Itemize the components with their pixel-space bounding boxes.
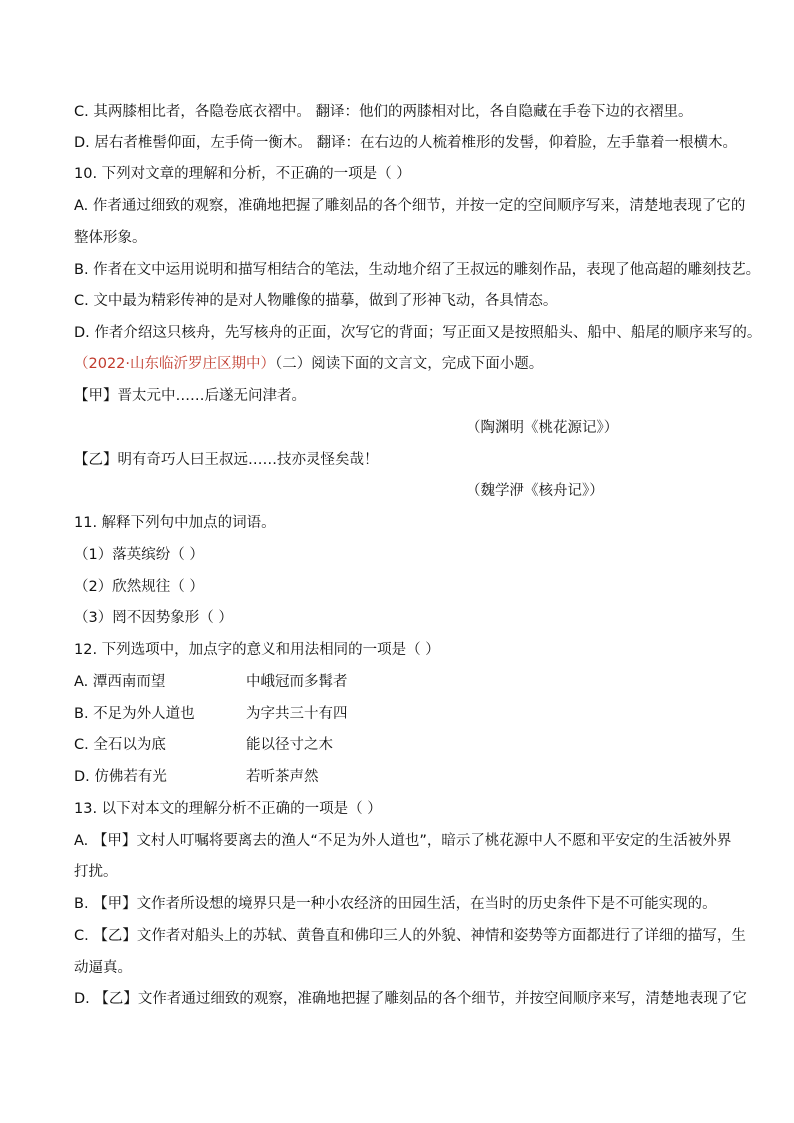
q13-option-c: C. 【乙】文作者对船头上的苏轼、黄鲁直和佛印三人的外貌、神情和姿势等方面都进行了详细的描写，生 <box>74 928 746 944</box>
q11-item-2: （2）欣然规往（ ） <box>74 579 204 595</box>
q13-option-c-cont: 动逼真。 <box>74 960 132 976</box>
q10-option-d: D. 作者介绍这只核舟，先写核舟的正面，次写它的背面；写正面又是按照船头、船中、船尾的顺序来写的。 <box>74 325 762 341</box>
passage-jia: 【甲】晋太元中……后遂无问津者。 <box>74 388 306 404</box>
question-13: 13. 以下对本文的理解分析不正确的一项是（ ） <box>74 801 382 817</box>
q12-option-b-left: B. 不足为外人道也 <box>74 706 195 722</box>
q12-option-a <box>74 672 734 692</box>
q12-option-d-left: D. 仿佛若有光 <box>74 769 167 785</box>
question-12: 12. 下列选项中，加点字的意义和用法相同的一项是（ ） <box>74 642 440 658</box>
option-d-line: D. 居右者椎髻仰面，左手倚一衡木。 翻译：在右边的人梳着椎形的发髻，仰着脸，左手靠着一根横木。 <box>74 135 737 151</box>
q10-option-b: B. 作者在文中运用说明和描写相结合的笔法，生动地介绍了王叔远的雕刻作品，表现了他高超的雕刻技艺。 <box>74 262 761 278</box>
section-2-instruction: （二）阅读下面的文言文，完成下面小题。 <box>275 356 544 372</box>
option-c-line: C. 其两膝相比者，各隐卷底衣褶中。 翻译：他们的两膝相对比，各自隐藏在手卷下边的衣褶里。 <box>74 104 693 120</box>
q12-option-c-right: 能以径寸之木 <box>246 737 333 753</box>
q12-option-a-right: 中峨冠而多髯者 <box>246 674 348 690</box>
q12-option-b <box>74 704 734 724</box>
q10-option-a: A. 作者通过细致的观察，准确地把握了雕刻品的各个细节，并按一定的空间顺序写来，清楚地表现了它的 <box>74 198 746 214</box>
question-11: 11. 解释下列句中加点的词语。 <box>74 515 276 531</box>
q12-option-a-left: A. 潭西南而望 <box>74 674 166 690</box>
q13-option-d: D. 【乙】文作者通过细致的观察，准确地把握了雕刻品的各个细节，并按空间顺序来写，清楚地表现了它 <box>74 991 747 1007</box>
source-tag: （2022·山东临沂罗庄区期中） <box>74 356 276 372</box>
passage-jia-source: （陶渊明《桃花源记》） <box>466 420 619 436</box>
q13-option-a: A. 【甲】文村人叮嘱将要离去的渔人“不足为外人道也”，暗示了桃花源中人不愿和平安定的生活被外界 <box>74 833 732 849</box>
q12-option-d <box>74 767 734 787</box>
section-2-heading <box>74 354 734 374</box>
q10-option-c: C. 文中最为精彩传神的是对人物雕像的描摹，做到了形神飞动，各具情态。 <box>74 293 558 309</box>
q12-option-d-right: 若听茶声然 <box>246 769 319 785</box>
q11-item-1: （1）落英缤纷（ ） <box>74 547 204 563</box>
q13-option-a-cont: 打扰。 <box>74 864 118 880</box>
question-10: 10. 下列对文章的理解和分析，不正确的一项是（ ） <box>74 166 411 182</box>
q12-option-b-right: 为字共三十有四 <box>246 706 348 722</box>
q10-option-a-cont: 整体形象。 <box>74 230 147 246</box>
q12-option-c-left: C. 全石以为底 <box>74 737 166 753</box>
q11-item-3: （3）罔不因势象形（ ） <box>74 610 233 626</box>
passage-yi-source: （魏学洢《核舟记》） <box>466 483 604 499</box>
q13-option-b: B. 【甲】文作者所设想的境界只是一种小农经济的田园生活，在当时的历史条件下是不可能实现的。 <box>74 896 717 912</box>
passage-yi: 【乙】明有奇巧人曰王叔远……技亦灵怪矣哉！ <box>74 452 379 468</box>
q12-option-c <box>74 735 734 755</box>
